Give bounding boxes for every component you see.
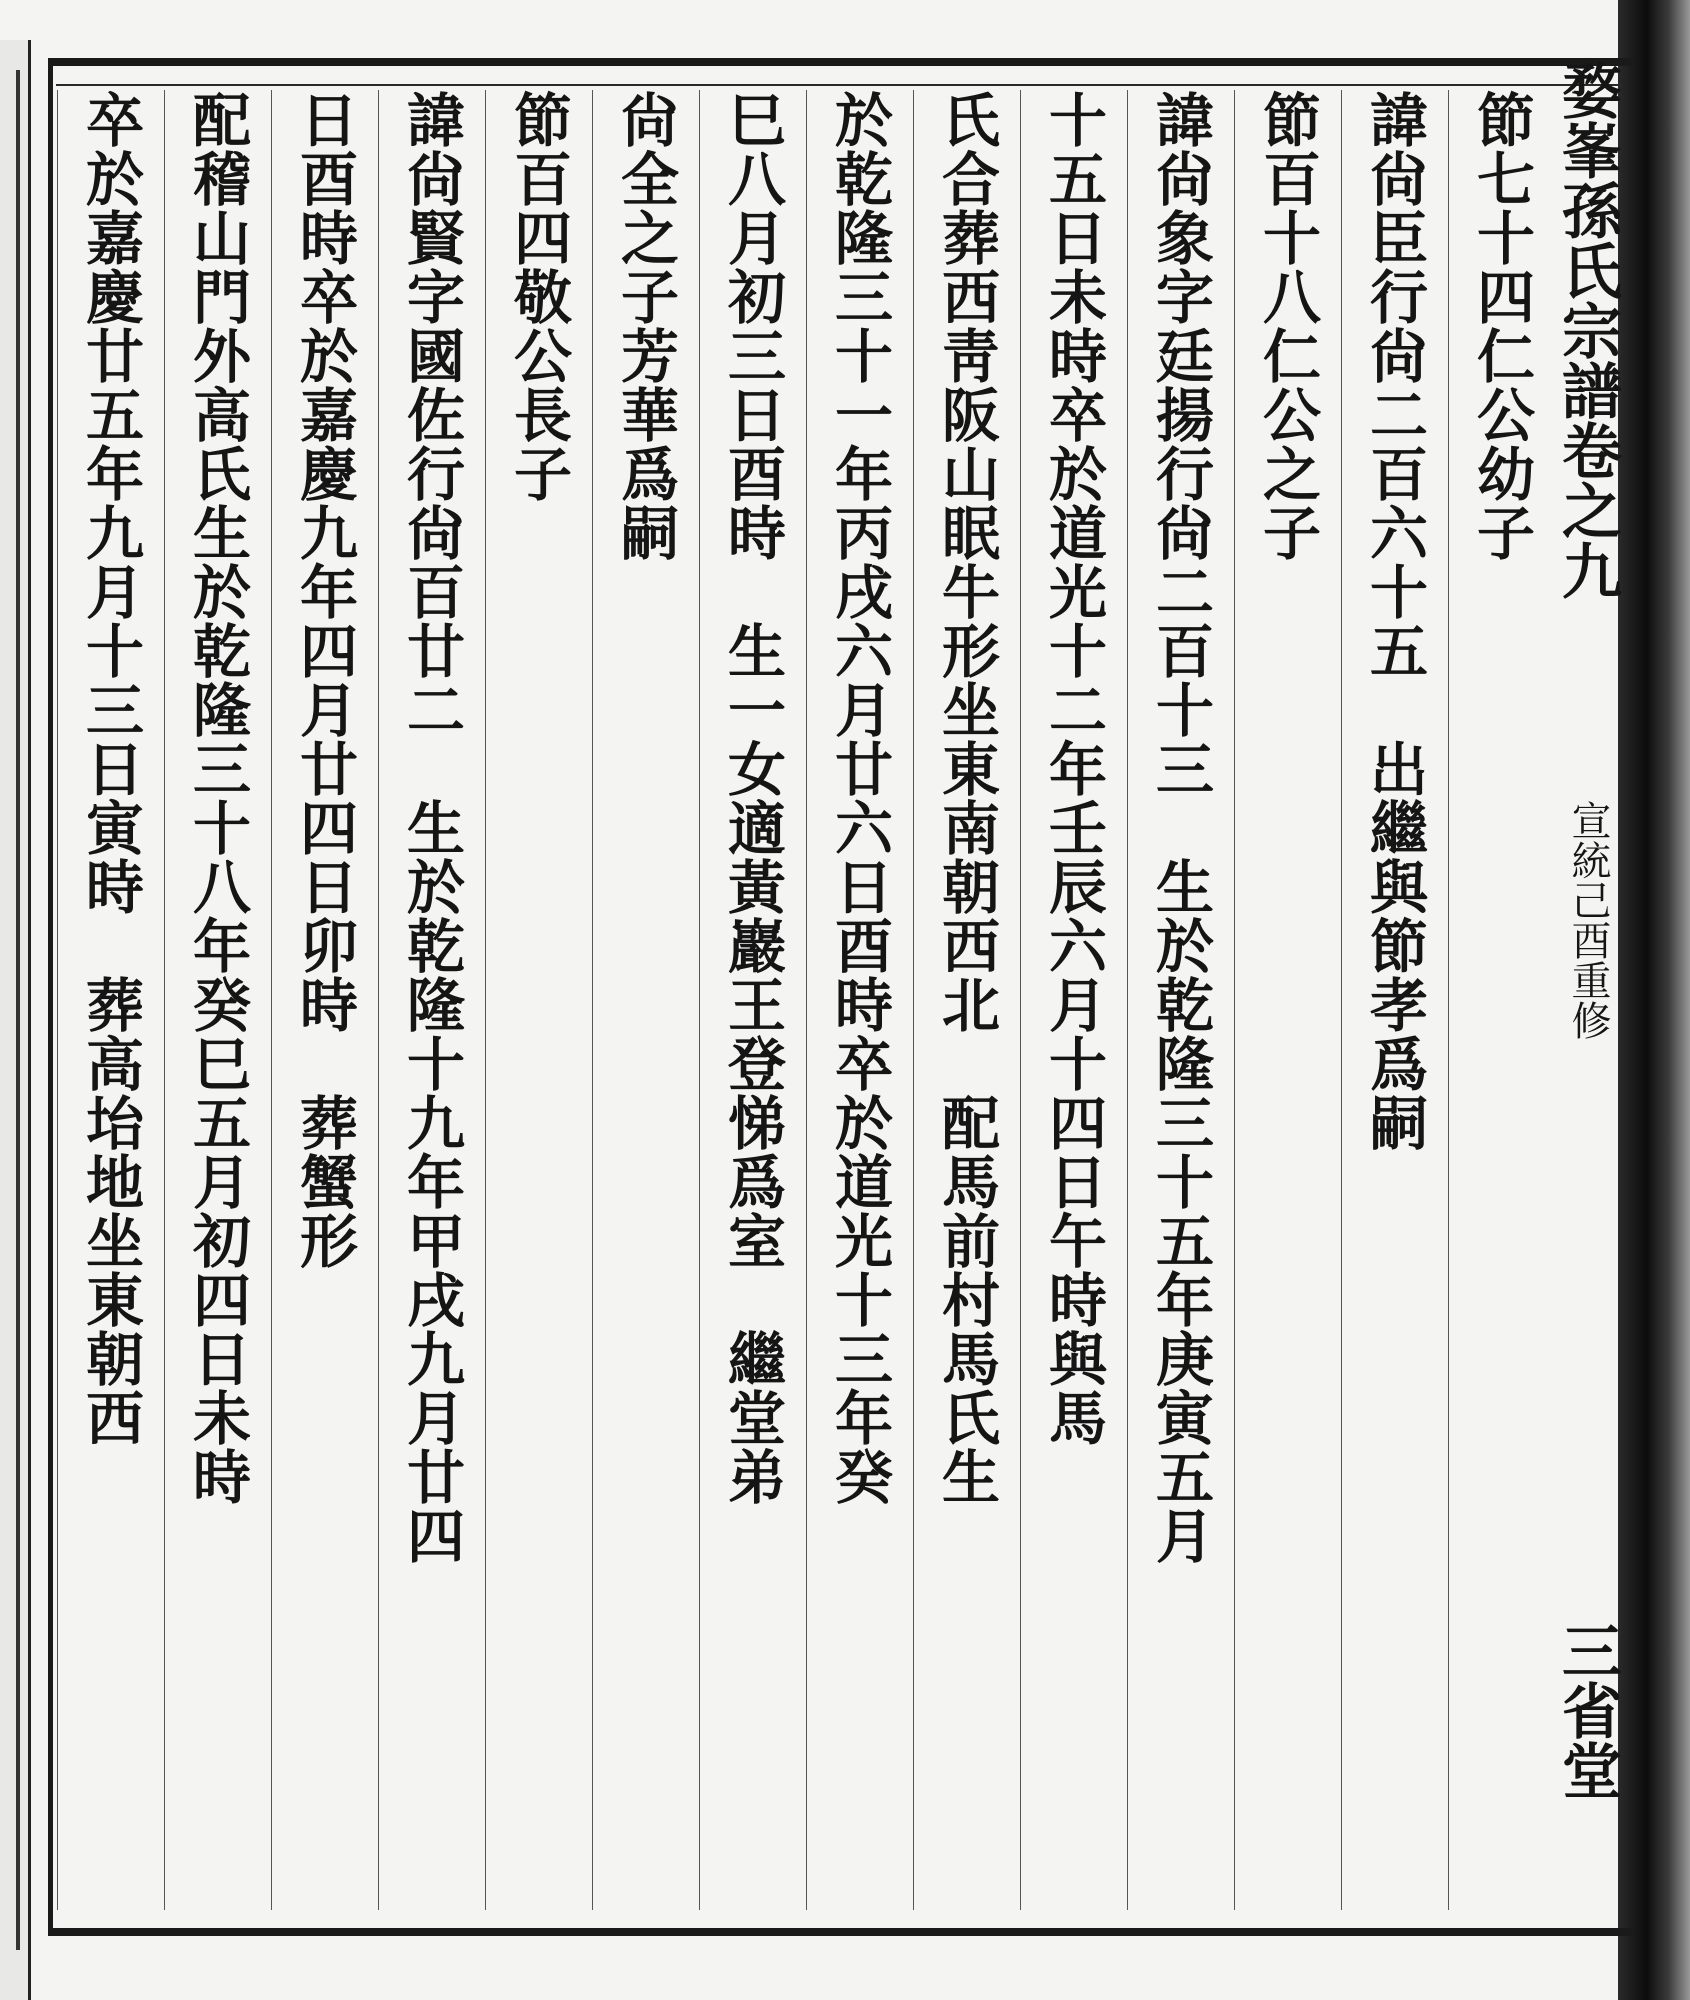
text-column-11 xyxy=(378,90,482,1910)
text-column-2 xyxy=(1341,90,1445,1910)
text-column-9 xyxy=(592,90,696,1910)
column-text: 諱尙象字廷揚行尙二百十三 生於乾隆三十五年庚寅五月 xyxy=(1146,90,1214,1565)
column-text: 卒於嘉慶廿五年九月十三日寅時 葬高坮地坐東朝西 xyxy=(76,90,144,1447)
column-text: 節百四敬公長子 xyxy=(504,90,572,503)
column-text: 尙全之子芳華爲嗣 xyxy=(611,90,679,562)
text-column-5 xyxy=(1020,90,1124,1910)
text-column-6 xyxy=(913,90,1017,1910)
text-column-13 xyxy=(164,90,268,1910)
text-column-3 xyxy=(1234,90,1338,1910)
column-text: 節百十八仁公之子 xyxy=(1253,90,1321,562)
volume-label: 卷之九 xyxy=(1552,420,1622,600)
column-text: 巳八月初三日酉時 生一女適黃巖王登悌爲室 繼堂弟 xyxy=(718,90,786,1506)
text-column-8 xyxy=(699,90,803,1910)
column-text: 於乾隆三十一年丙戌六月廿六日酉時卒於道光十三年癸 xyxy=(825,90,893,1506)
column-text: 氏合葬西靑阪山眠牛形坐東南朝西北 配馬前村馬氏生 xyxy=(932,90,1000,1506)
left-binding-edge xyxy=(0,40,31,2000)
edition-label: 宣統己酉重修 xyxy=(1565,800,1611,1040)
text-column-4 xyxy=(1127,90,1231,1910)
column-text: 日酉時卒於嘉慶九年四月廿四日卯時 葬蟹形 xyxy=(290,90,358,1270)
book-title: 婺峯孫氏宗譜 xyxy=(1552,60,1622,420)
column-text: 十五日未時卒於道光十二年壬辰六月十四日午時與馬 xyxy=(1039,90,1107,1447)
hall-name: 三省堂 xyxy=(1552,1620,1622,1800)
column-text: 配稽山門外高氏生於乾隆三十八年癸巳五月初四日未時 xyxy=(183,90,251,1506)
column-text: 諱尙臣行尙二百六十五 出繼與節孝爲嗣 xyxy=(1360,90,1428,1152)
text-column-10 xyxy=(485,90,589,1910)
column-text: 節七十四仁公幼子 xyxy=(1467,90,1535,562)
book-title-line xyxy=(1552,60,1622,600)
text-column-12 xyxy=(271,90,375,1910)
text-column-7 xyxy=(806,90,910,1910)
margin-title-column xyxy=(1552,60,1622,1920)
text-column-1 xyxy=(1448,90,1552,1910)
text-column-14 xyxy=(57,90,161,1910)
column-text: 諱尙賢字國佐行尙百廿二 生於乾隆十九年甲戌九月廿四 xyxy=(397,90,465,1565)
